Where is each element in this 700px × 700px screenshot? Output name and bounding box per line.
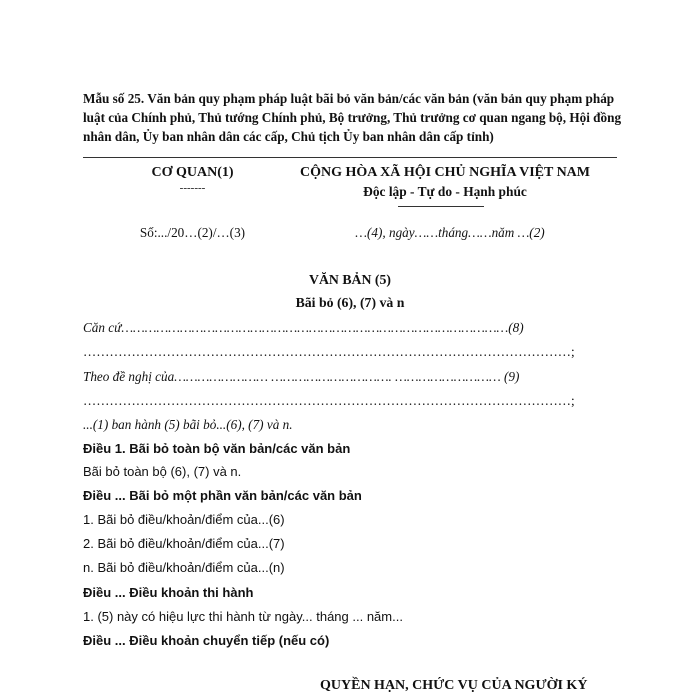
proposal-line: Theo đề nghị của…………………… …………………………. ……………………… (9) bbox=[83, 369, 520, 384]
issuance-statement: ...(1) ban hành (5) bãi bỏ...(6), (7) và n. bbox=[83, 417, 293, 432]
article-3-item-1: 1. (5) này có hiệu lực thi hành từ ngày... tháng ... năm... bbox=[83, 609, 403, 624]
motto-underline bbox=[398, 206, 484, 207]
title-divider bbox=[83, 157, 617, 158]
document-type: VĂN BẢN (5) bbox=[308, 272, 391, 287]
place-and-date: …(4), ngày……tháng……năm …(2) bbox=[355, 225, 545, 240]
issuing-agency: CƠ QUAN(1) bbox=[151, 165, 234, 180]
national-title: CỘNG HÒA XÃ HỘI CHỦ NGHĨA VIỆT NAM bbox=[299, 165, 590, 180]
article-2-heading: Điều ... Bãi bỏ một phần văn bản/các văn bản bbox=[83, 488, 362, 503]
article-4-heading: Điều ... Điều khoản chuyển tiếp (nếu có) bbox=[83, 633, 330, 648]
document-subject: Bãi bỏ (6), (7) và n bbox=[295, 295, 405, 310]
national-motto: Độc lập - Tự do - Hạnh phúc bbox=[363, 184, 527, 199]
signer-title: QUYỀN HẠN, CHỨC VỤ CỦA NGƯỜI KÝ bbox=[320, 678, 588, 693]
template-title: Mẫu số 25. Văn bản quy phạm pháp luật bãi bỏ văn bản/các văn bản (văn bản quy phạm pháp luật của Chính phủ, Thủ tướng Chính phủ, Bộ trưởng, Thủ trưởng cơ quan ngang bộ, Hội đồng nhân dân, Ủy ban nhân dân các cấp, Chủ tịch Ủy ban nhân dân cấp tỉnh) bbox=[83, 91, 622, 144]
article-3-heading: Điều ... Điều khoản thi hành bbox=[83, 585, 254, 600]
agency-underline: ------- bbox=[179, 182, 206, 194]
document-number: Số:.../20…(2)/…(3) bbox=[139, 225, 246, 240]
basis-line-2: …………………………………………………………………………………………………; bbox=[83, 344, 575, 359]
article-1-heading: Điều 1. Bãi bỏ toàn bộ văn bản/các văn bản bbox=[83, 441, 351, 456]
article-2-item-2: 2. Bãi bỏ điều/khoản/điểm của...(7) bbox=[83, 536, 285, 551]
article-1-body: Bãi bỏ toàn bộ (6), (7) và n. bbox=[83, 464, 242, 479]
basis-line-1: Căn cứ………………………………………………………………………………………(8) bbox=[83, 320, 524, 335]
article-2-item-n: n. Bãi bỏ điều/khoản/điểm của...(n) bbox=[83, 560, 285, 575]
article-2-item-1: 1. Bãi bỏ điều/khoản/điểm của...(6) bbox=[83, 512, 285, 527]
proposal-line-2: …………………………………………………………………………………………………; bbox=[83, 393, 575, 408]
